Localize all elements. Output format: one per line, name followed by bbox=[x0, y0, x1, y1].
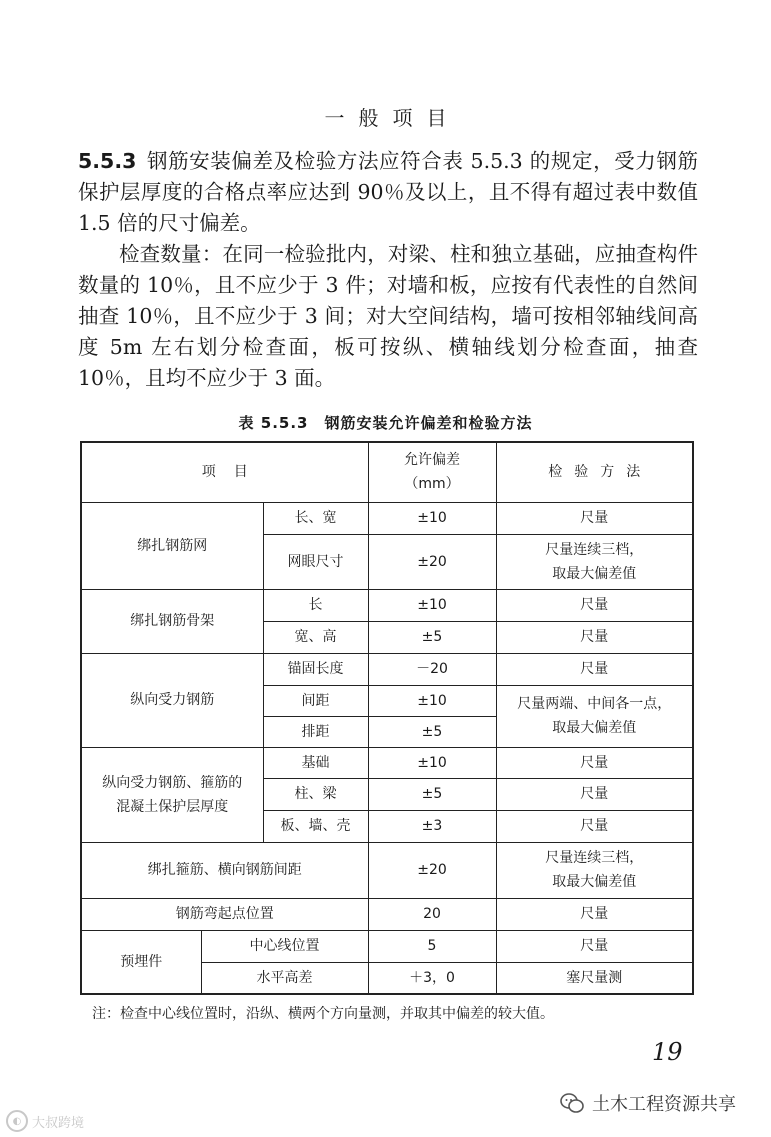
inspection-quantity-paragraph: 检查数量：在同一检验批内，对梁、柱和独立基础，应抽查构件数量的 10％，且不应少于 3 件；对墙和板，应按有代表性的自然间抽查 10％，且不应少于 3 间；对大空间结构，墙可按相邻轴线间高度 5m 左右划分检查面，板可按纵、横轴线划分检查面，抽查 10％，且均不应少于 3 面。 bbox=[78, 242, 698, 390]
method-cell: 尺量 bbox=[496, 589, 693, 621]
method-cell: 塞尺量测 bbox=[496, 962, 693, 994]
deviation-value: ±5 bbox=[368, 716, 496, 747]
section-heading: 一般项目 bbox=[324, 106, 461, 130]
watermark-right bbox=[560, 1090, 736, 1116]
deviation-value: ±10 bbox=[368, 685, 496, 716]
header-deviation-label: 允许偏差 bbox=[404, 452, 460, 469]
sub-item: 间距 bbox=[263, 685, 368, 716]
table-row bbox=[81, 653, 693, 685]
deviation-value: －20 bbox=[368, 653, 496, 685]
group-label-line: 混凝土保护层厚度 bbox=[116, 798, 229, 815]
method-cell: 尺量 bbox=[496, 621, 693, 653]
sub-item: 柱、梁 bbox=[263, 778, 368, 810]
group-label: 绑扎钢筋骨架 bbox=[81, 589, 263, 653]
table-row bbox=[81, 842, 693, 898]
method-line: 尺量两端、中间各一点， bbox=[517, 696, 672, 712]
deviation-value: ±10 bbox=[368, 589, 496, 621]
clause-text: 钢筋安装偏差及检验方法应符合表 5.5.3 的规定，受力钢筋保护层厚度的合格点率应达到 90％及以上，且不得有超过表中数值 1.5 倍的尺寸偏差。 bbox=[78, 149, 698, 235]
group-label: 钢筋弯起点位置 bbox=[81, 898, 368, 930]
header-method: 检验方法 bbox=[496, 442, 693, 502]
table-row bbox=[81, 747, 693, 778]
page-number: 19 bbox=[652, 1038, 683, 1066]
deviation-value: ±20 bbox=[368, 534, 496, 589]
header-item: 项目 bbox=[81, 442, 368, 502]
method-cell: 尺量 bbox=[496, 778, 693, 810]
header-deviation-unit: （mm） bbox=[404, 476, 460, 493]
deviation-value: ±10 bbox=[368, 747, 496, 778]
group-label: 绑扎钢筋网 bbox=[81, 502, 263, 589]
method-line: 取最大偏差值 bbox=[552, 874, 637, 890]
sub-item: 排距 bbox=[263, 716, 368, 747]
clause-paragraph bbox=[78, 146, 698, 239]
header-deviation bbox=[368, 442, 496, 502]
group-label bbox=[81, 747, 263, 842]
method-cell bbox=[496, 534, 693, 589]
method-cell: 尺量 bbox=[496, 810, 693, 842]
deviation-value: ＋3，0 bbox=[368, 962, 496, 994]
group-label: 绑扎箍筋、横向钢筋间距 bbox=[81, 842, 368, 898]
group-label-line: 纵向受力钢筋、箍筋的 bbox=[102, 774, 243, 791]
deviation-value: 20 bbox=[368, 898, 496, 930]
sub-item: 基础 bbox=[263, 747, 368, 778]
sub-item: 长 bbox=[263, 589, 368, 621]
method-line: 取最大偏差值 bbox=[552, 720, 637, 736]
sub-item: 宽、高 bbox=[263, 621, 368, 653]
method-cell: 尺量 bbox=[496, 898, 693, 930]
group-label: 纵向受力钢筋 bbox=[81, 653, 263, 747]
table-row bbox=[81, 898, 693, 930]
watermark-left-text: 大叔跨境 bbox=[32, 1115, 85, 1131]
clause-number: 5.5.3 bbox=[78, 149, 137, 173]
table-note: 注：检查中心线位置时，沿纵、横两个方向量测，并取其中偏差的较大值。 bbox=[92, 1006, 554, 1022]
method-line: 尺量连续三档， bbox=[545, 850, 644, 866]
deviation-table bbox=[80, 441, 694, 995]
method-cell: 尺量 bbox=[496, 653, 693, 685]
group-label: 预埋件 bbox=[81, 930, 201, 994]
deviation-value: ±20 bbox=[368, 842, 496, 898]
deviation-value: ±10 bbox=[368, 502, 496, 534]
watermark-left bbox=[6, 1110, 84, 1132]
sub-item: 锚固长度 bbox=[263, 653, 368, 685]
method-line: 取最大偏差值 bbox=[552, 565, 637, 582]
method-line: 尺量连续三档， bbox=[545, 541, 644, 558]
sub-item: 板、墙、壳 bbox=[263, 810, 368, 842]
sub-item: 长、宽 bbox=[263, 502, 368, 534]
watermark-logo-icon: ◐ bbox=[6, 1110, 28, 1132]
deviation-value: 5 bbox=[368, 930, 496, 962]
sub-item: 水平高差 bbox=[201, 962, 368, 994]
wechat-icon bbox=[560, 1092, 584, 1114]
method-cell bbox=[496, 685, 693, 747]
method-cell: 尺量 bbox=[496, 502, 693, 534]
table-row bbox=[81, 930, 693, 962]
sub-item: 网眼尺寸 bbox=[263, 534, 368, 589]
sub-item: 中心线位置 bbox=[201, 930, 368, 962]
method-cell bbox=[496, 842, 693, 898]
table-header-row bbox=[81, 442, 693, 502]
watermark-right-text: 土木工程资源共享 bbox=[592, 1094, 736, 1115]
table-row bbox=[81, 502, 693, 534]
table-caption: 表 5.5.3 钢筋安装允许偏差和检验方法 bbox=[238, 414, 533, 432]
method-cell: 尺量 bbox=[496, 930, 693, 962]
table-row bbox=[81, 589, 693, 621]
deviation-value: ±3 bbox=[368, 810, 496, 842]
deviation-value: ±5 bbox=[368, 621, 496, 653]
deviation-value: ±5 bbox=[368, 778, 496, 810]
method-cell: 尺量 bbox=[496, 747, 693, 778]
